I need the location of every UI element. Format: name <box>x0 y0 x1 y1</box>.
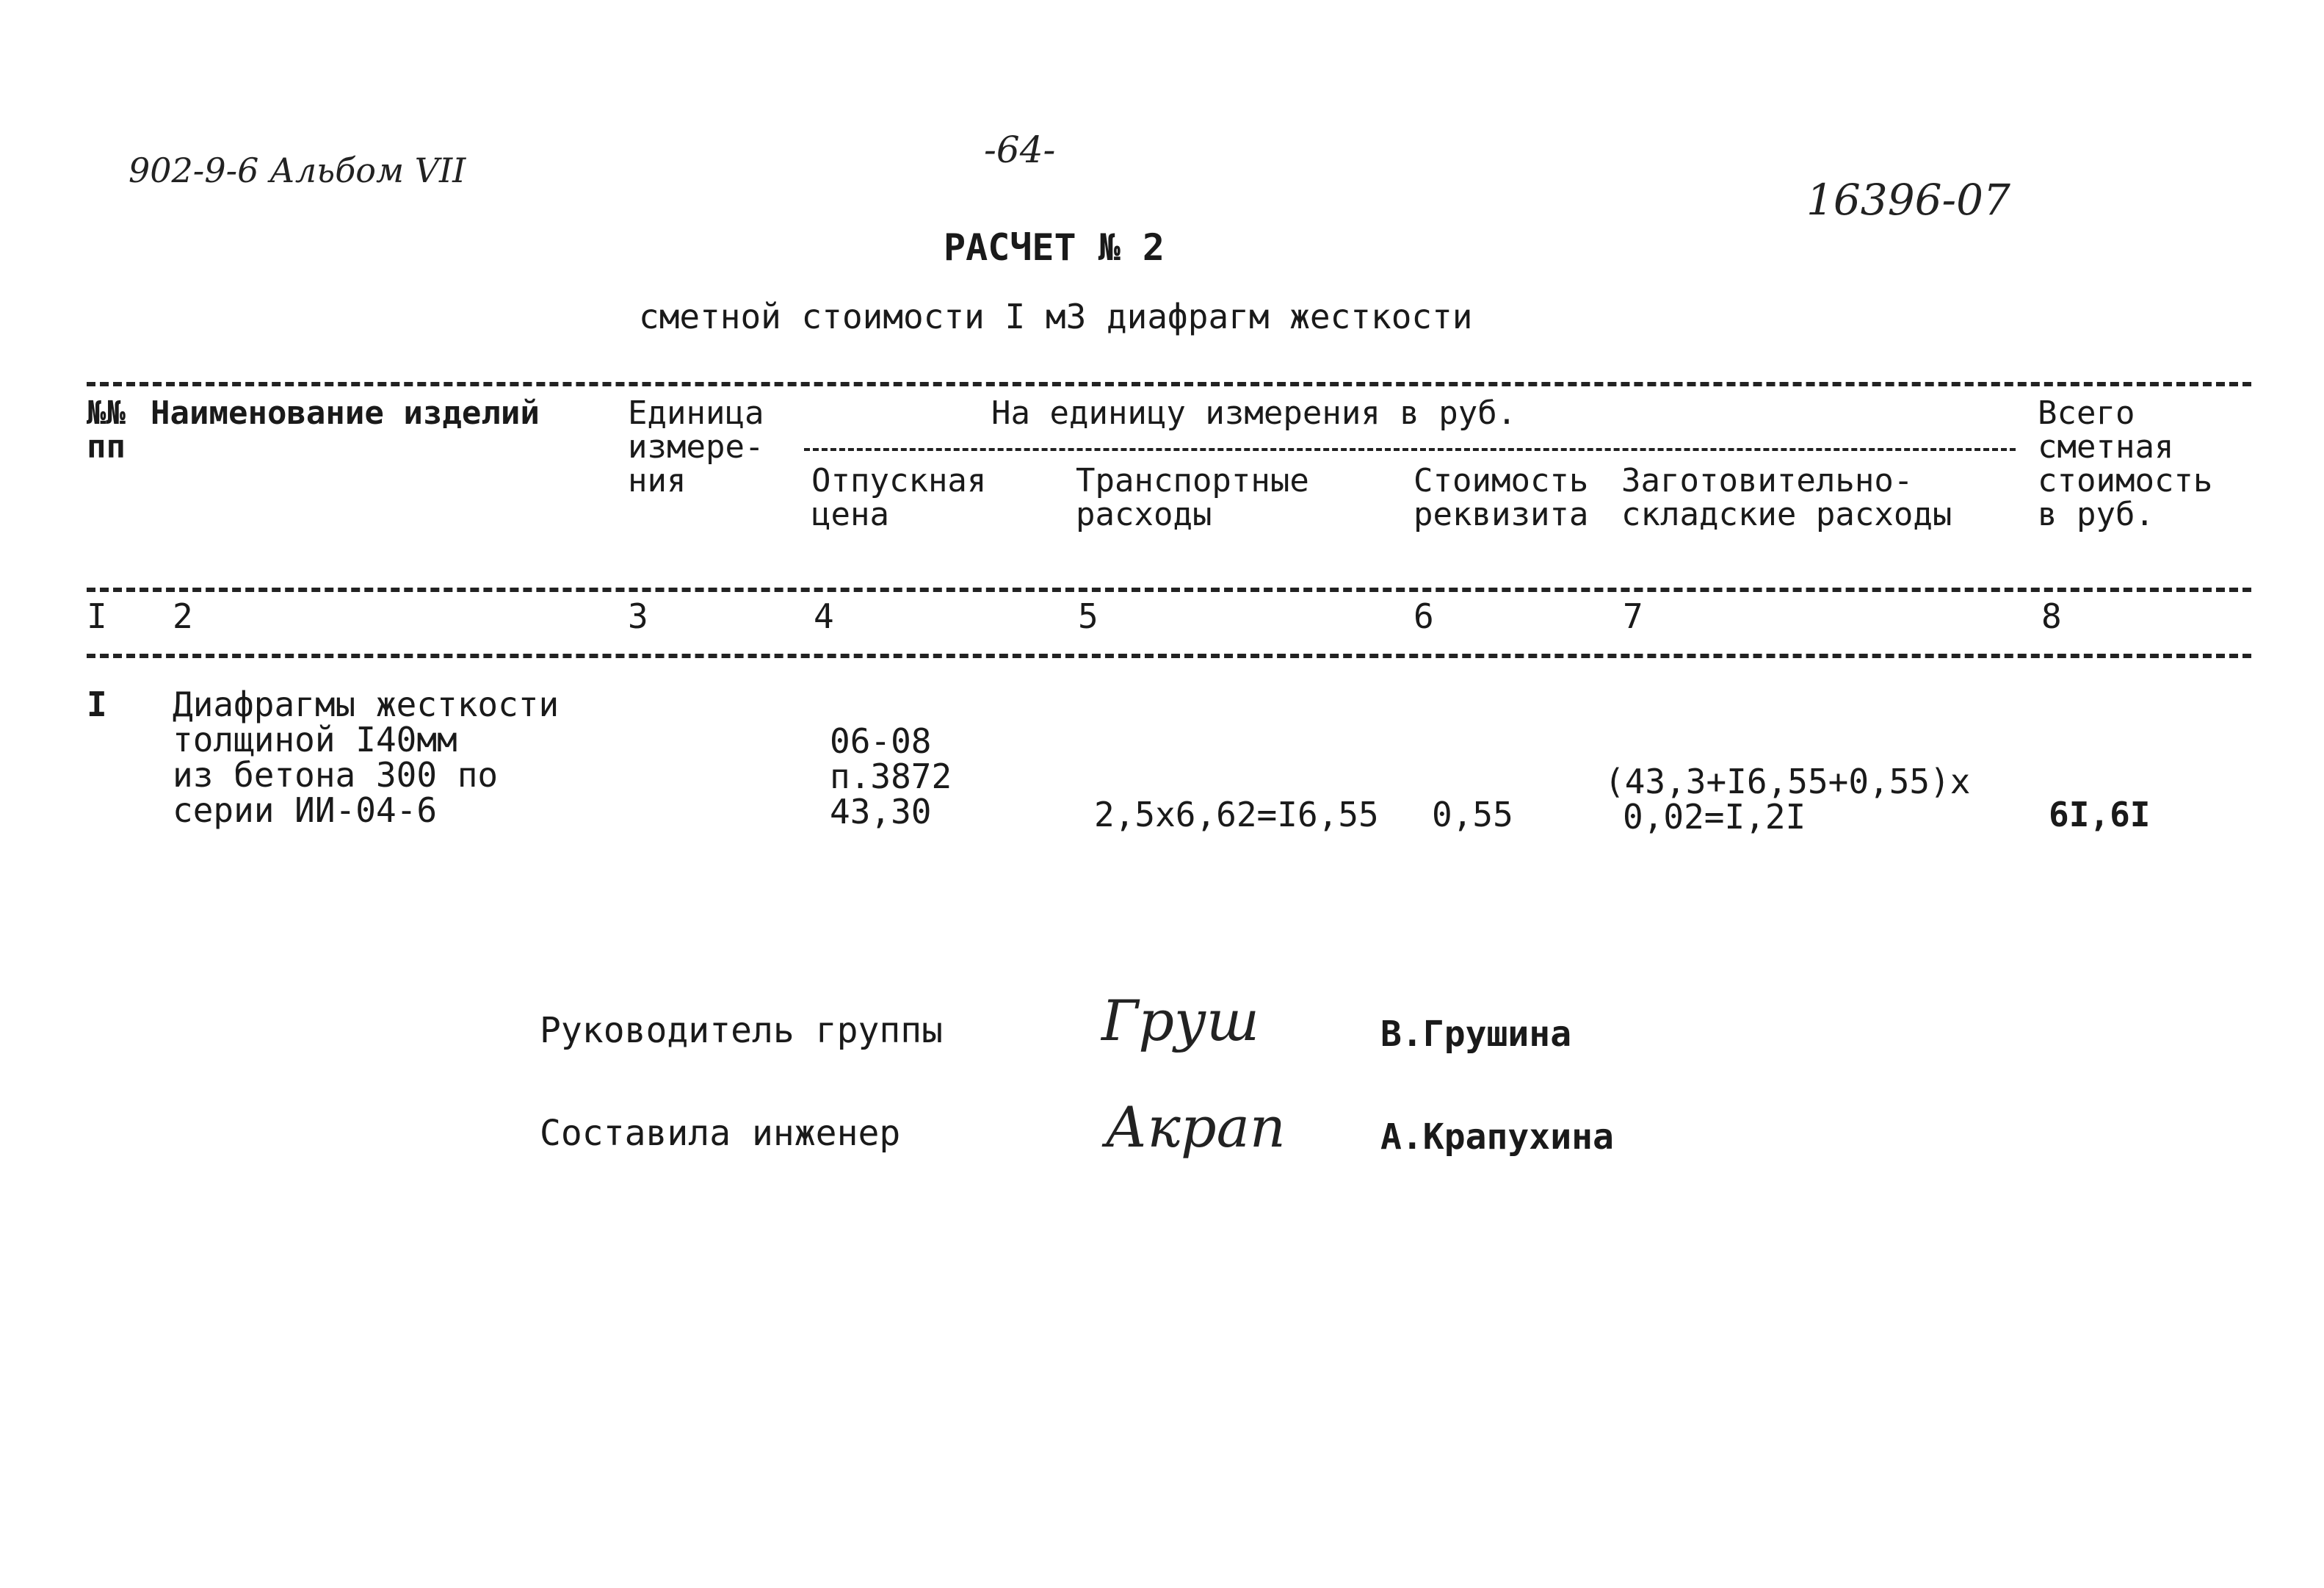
header-price: Отпускная цена <box>811 462 987 533</box>
row-total: 6I,6I <box>2049 795 2151 834</box>
column-number: 2 <box>173 596 193 636</box>
header-total: Всего сметная стоимость в руб. <box>2038 394 2213 533</box>
column-number: 4 <box>814 596 834 636</box>
page-number: -64- <box>984 129 1056 171</box>
column-number: 3 <box>628 596 648 636</box>
header-unit: Единица измере- ния <box>628 394 764 499</box>
column-number: 8 <box>2041 596 2062 636</box>
row-props: 0,55 <box>1432 795 1513 834</box>
row-name-line: серии ИИ-04-6 <box>173 790 438 830</box>
row-name-line: из бетона 300 по <box>173 755 499 795</box>
header-name: Наименование изделий <box>151 394 540 432</box>
group-header-rule <box>804 448 2016 451</box>
row-name-line: толщиной I40мм <box>173 720 457 759</box>
column-number: 6 <box>1413 596 1434 636</box>
document-code: 902-9-6 Альбом VII <box>128 151 466 190</box>
signature-handwritten: Акрап <box>1105 1094 1286 1160</box>
row-price-line: 43,30 <box>830 792 932 831</box>
signature-name: В.Грушина <box>1380 1014 1572 1055</box>
header-storage: Заготовительно- складские расходы <box>1621 462 1952 533</box>
document-title: РАСЧЕТ № 2 <box>944 226 1165 269</box>
signature-role: Составила инженер <box>540 1113 901 1154</box>
column-number: 7 <box>1623 596 1643 636</box>
header-props: Стоимость реквизита <box>1413 462 1589 533</box>
row-storage-line: 0,02=I,2I <box>1623 797 1806 837</box>
row-storage-line: (43,3+I6,55+0,55)x <box>1604 762 1971 801</box>
table-top-rule <box>87 382 2251 386</box>
column-number: 5 <box>1078 596 1098 636</box>
signature-handwritten: Груш <box>1101 988 1260 1053</box>
row-transport: 2,5x6,62=I6,55 <box>1094 795 1379 834</box>
row-name-line: Диафрагмы жесткости <box>173 685 560 724</box>
column-number: I <box>87 596 107 636</box>
header-num: №№ пп <box>87 394 126 466</box>
column-numbers-rule <box>87 654 2251 658</box>
row-price-line: п.3872 <box>830 757 952 796</box>
header-bottom-rule <box>87 588 2251 592</box>
header-transport: Транспортные расходы <box>1076 462 1309 533</box>
row-price-line: 06-08 <box>830 721 932 761</box>
document-subtitle: сметной стоимости I м3 диафрагм жесткости <box>639 297 1473 336</box>
signature-name: А.Крапухина <box>1380 1116 1614 1158</box>
header-group: На единицу измерения в руб. <box>991 394 1517 432</box>
row-num: I <box>87 685 107 724</box>
archive-number: 16396-07 <box>1806 175 2010 225</box>
signature-role: Руководитель группы <box>540 1010 944 1051</box>
